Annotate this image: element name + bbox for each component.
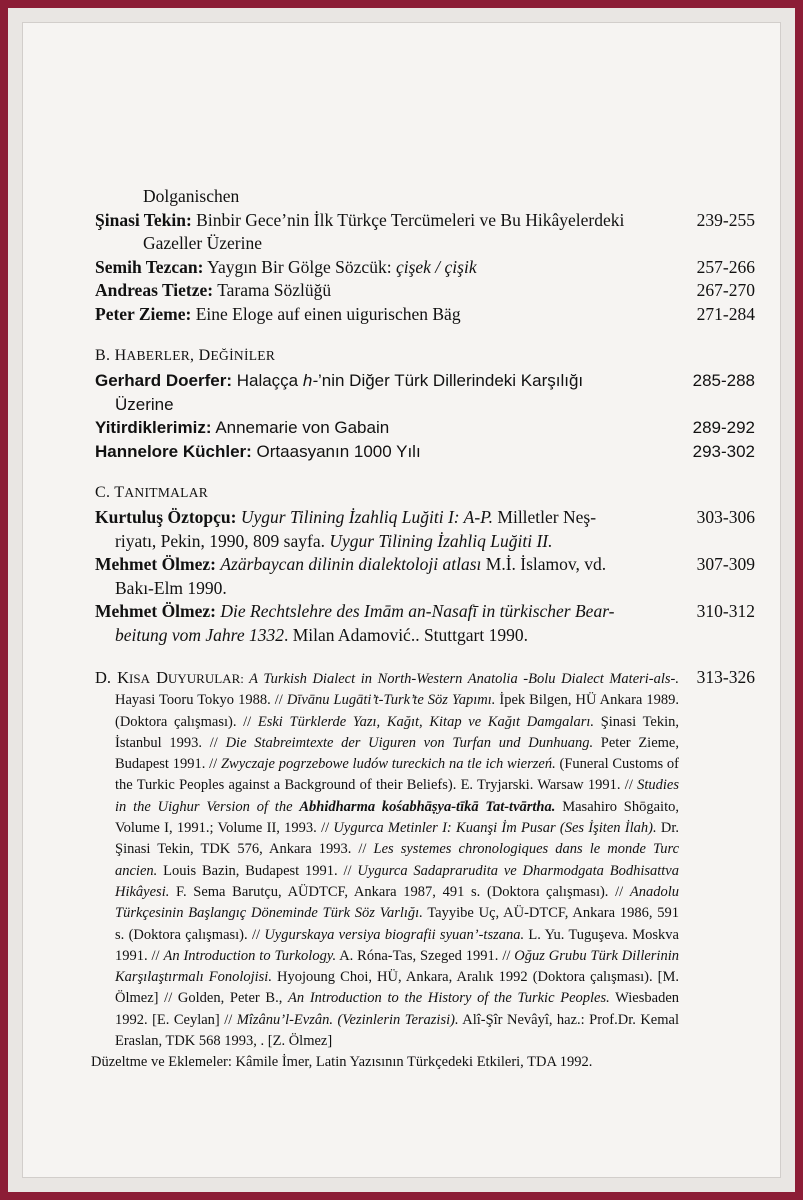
section-d-pages: 313-326 <box>696 667 755 687</box>
entry-pages: 257-266 <box>696 256 755 277</box>
section-d-segment: Louis Bazin, Budapest 1991. // <box>157 862 358 879</box>
section-heading-c: C. TANITMALAR <box>95 484 209 501</box>
entry-pages: 307-309 <box>696 554 755 574</box>
section-d-segment: An Introduction to Turkology. <box>163 947 337 964</box>
toc-entry-tezcan <box>95 256 755 280</box>
section-d-segment: A Turkish Dialect in North-Western Anatolia -Bolu Dialect Materi-als-. <box>243 671 680 687</box>
toc-entry-oztopcu: Kurtuluş Öztopçu: Uygur Tilining İzahliq Luğiti I: A-P. Milletler Neş- riyatı, Pekin, 1990, 809 sayfa. Uygur Tilining İzahliq Luğiti II. 303-306 <box>95 507 755 551</box>
toc-entry-olmez-2: Mehmet Ölmez: Die Rechtslehre des Imām an-Nasafī in türkischer Bear- beitung vom Jahre 1332. Milan Adamović.. Stuttgart 1990. 310-312 <box>95 601 755 645</box>
entry-pages: 267-270 <box>696 280 755 300</box>
section-d-segment: Tayyibe Uç, AÜ-DTCF, Ankara 1986, 591 s. (Doktora çalışması). // <box>115 905 679 943</box>
entry-pages: 239-255 <box>696 209 755 230</box>
section-d-segment: Mîzânu’l-Evzân. (Vezinlerin Terazisi). <box>236 1011 459 1028</box>
section-d-segment: A. Róna-Tas, Szeged 1991. // <box>336 947 515 964</box>
section-d-segment: F. Sema Barutçu, AÜDTCF, Ankara 1987, 491 s. (Doktora çalışması). // <box>169 883 630 900</box>
page-sheet <box>22 22 781 1178</box>
entry-author: Mehmet Ölmez: <box>95 554 216 574</box>
continuation-line: Dolganischen <box>143 186 240 206</box>
section-d-segment: Hayasi Tooru Tokyo 1988. // <box>115 692 287 709</box>
section-d-segment: Abhidharma kośabhāṣya-tīkā Tat-tvārtha. <box>299 798 556 815</box>
section-d-segment: Uygurca Sadaprarudita ve Dharmodgata Bodhisattva Hikâyesi. <box>115 862 679 900</box>
section-d-segment: Les systemes chronologiques dans le monde Turc ancien. <box>115 841 680 879</box>
entry-pages: 271-284 <box>696 303 755 324</box>
entry-pages: 310-312 <box>696 601 755 621</box>
entry-author: Gerhard Doerfer: <box>95 371 232 390</box>
entry-pages: 293-302 <box>692 441 755 461</box>
section-heading-d: D. KISA DUYURULAR: <box>95 668 244 687</box>
section-d-segment: Uygurskaya versiya biografii syuan’-tszana. <box>264 926 525 943</box>
entry-author: Mehmet Ölmez: <box>95 601 216 621</box>
entry-pages: 303-306 <box>696 507 755 527</box>
section-d-segment: Peter Zieme, Budapest 1991. // <box>115 734 679 773</box>
toc-entry-yitirdiklerimiz: Yitirdiklerimiz: Annemarie von Gabain 289-292 <box>95 416 755 440</box>
section-d-segment: Eski Türklerde Yazı, Kağıt, Kitap ve Kağıt Damgaları. <box>257 713 595 730</box>
toc-entry-kuchler: Hannelore Küchler: Ortaasyanın 1000 Yılı 293-302 <box>95 440 755 464</box>
entry-author: Andreas Tietze: <box>95 280 214 300</box>
section-d-segment: Anadolu Türkçesinin Başlangıç Döneminde Türk Söz Varlığı. <box>115 883 679 922</box>
entry-title-cont: Gazeller Üzerine <box>143 233 263 253</box>
section-d-segment: Alî-Şîr Nevâyî, haz.: Prof.Dr. Kemal Eraslan, TDK 568 1993, . [Z. Ölmez] <box>115 1011 679 1050</box>
entry-title: Yaygın Bir Gölge Sözcük: <box>207 256 396 277</box>
section-d-block <box>95 667 755 1052</box>
entry-author: Semih Tezcan: <box>95 256 204 277</box>
toc-entry-doerfer: Gerhard Doerfer: Halaçça h-’nin Diğer Türk Dillerindeki Karşılığı 285-288 <box>95 369 755 393</box>
entry-author: Peter Zieme: <box>95 303 192 324</box>
entry-pages: 289-292 <box>692 418 755 437</box>
entry-title: Binbir Gece’nin İlk Türkçe Tercümeleri ve Bu Hikâyelerdeki <box>196 209 625 230</box>
section-d-segment: Uygurca Metinler I: Kuanşi İm Pusar (Ses İşiten İlah). <box>333 820 657 837</box>
entry-author: Şinasi Tekin: <box>95 209 192 230</box>
section-heading-b: B. HABERLER, DEĞİNİLER <box>95 347 276 364</box>
entry-author: Hannelore Küchler: <box>95 441 252 461</box>
section-d-segment: Die Stabreimtexte der Uiguren von Turfan und Dunhuang. <box>225 734 594 751</box>
section-d-segment: Masahiro Shōgaito, Volume I, 1991.; Volume II, 1993. // <box>115 798 679 837</box>
section-d-segment: Dr. Şinasi Tekin, TDK 576, Ankara 1993. // <box>115 820 680 858</box>
toc-entry-tekin <box>95 209 755 233</box>
section-d-segment: Şinasi Tekin, İstanbul 1993. // <box>115 713 680 751</box>
section-d-segment: Dīvānu Lugāti’t-Turk’te Söz Yapımı. <box>286 692 496 709</box>
toc-entry-zieme <box>95 303 755 327</box>
entry-title-italic: çişek / çişik <box>395 256 477 277</box>
footnote: Düzeltme ve Eklemeler: Kâmile İmer, Latin Yazısının Türkçedeki Etkileri, TDA 1992. <box>91 1054 593 1071</box>
section-d-segment: Studies in the Uighur Version of the <box>115 777 679 815</box>
toc-content <box>91 185 755 1073</box>
section-d-segment: İpek Bilgen, HÜ Ankara 1989. (Doktora çalışması). // <box>115 692 679 730</box>
section-d-segment: Wiesbaden 1992. [E. Ceylan] // <box>115 990 680 1028</box>
entry-title: Eine Eloge auf einen uigurischen Bäg <box>195 303 461 324</box>
entry-author: Yitirdiklerimiz: <box>95 418 212 437</box>
entry-author: Kurtuluş Öztopçu: <box>95 507 237 527</box>
toc-entry-tietze <box>95 279 755 303</box>
section-d-segment: Oğuz Grubu Türk Dillerinin Karşılaştırmalı Fonolojisi. <box>115 947 679 986</box>
entry-title-cont: Üzerine <box>115 394 174 414</box>
entry-pages: 285-288 <box>692 371 755 390</box>
section-d-segment: Hyojoung Choi, HÜ, Ankara, Aralık 1992 (Doktora çalışması). [M. Ölmez] // Golden, Peter B., <box>115 969 680 1007</box>
section-d-text <box>95 667 679 1052</box>
section-d-segment: Zwyczaje pogrzebowe ludów tureckich na tle ich wierzeń. <box>220 756 556 773</box>
entry-title: Tarama Sözlüğü <box>217 280 332 300</box>
section-d-segment: L. Yu. Tuguşeva. Moskva 1991. // <box>115 926 679 964</box>
toc-entry-olmez-1: Mehmet Ölmez: Azärbaycan dilinin dialektoloji atlası M.İ. İslamov, vd. Bakı-Elm 1990. 307-309 <box>95 554 755 598</box>
section-d-segment: An Introduction to the History of the Turkic Peoples. <box>288 990 610 1007</box>
section-d-segment: (Funeral Customs of the Turkic Peoples against a Background of their Beliefs). E. Tryjarski. Warsaw 1991. // <box>115 756 679 794</box>
